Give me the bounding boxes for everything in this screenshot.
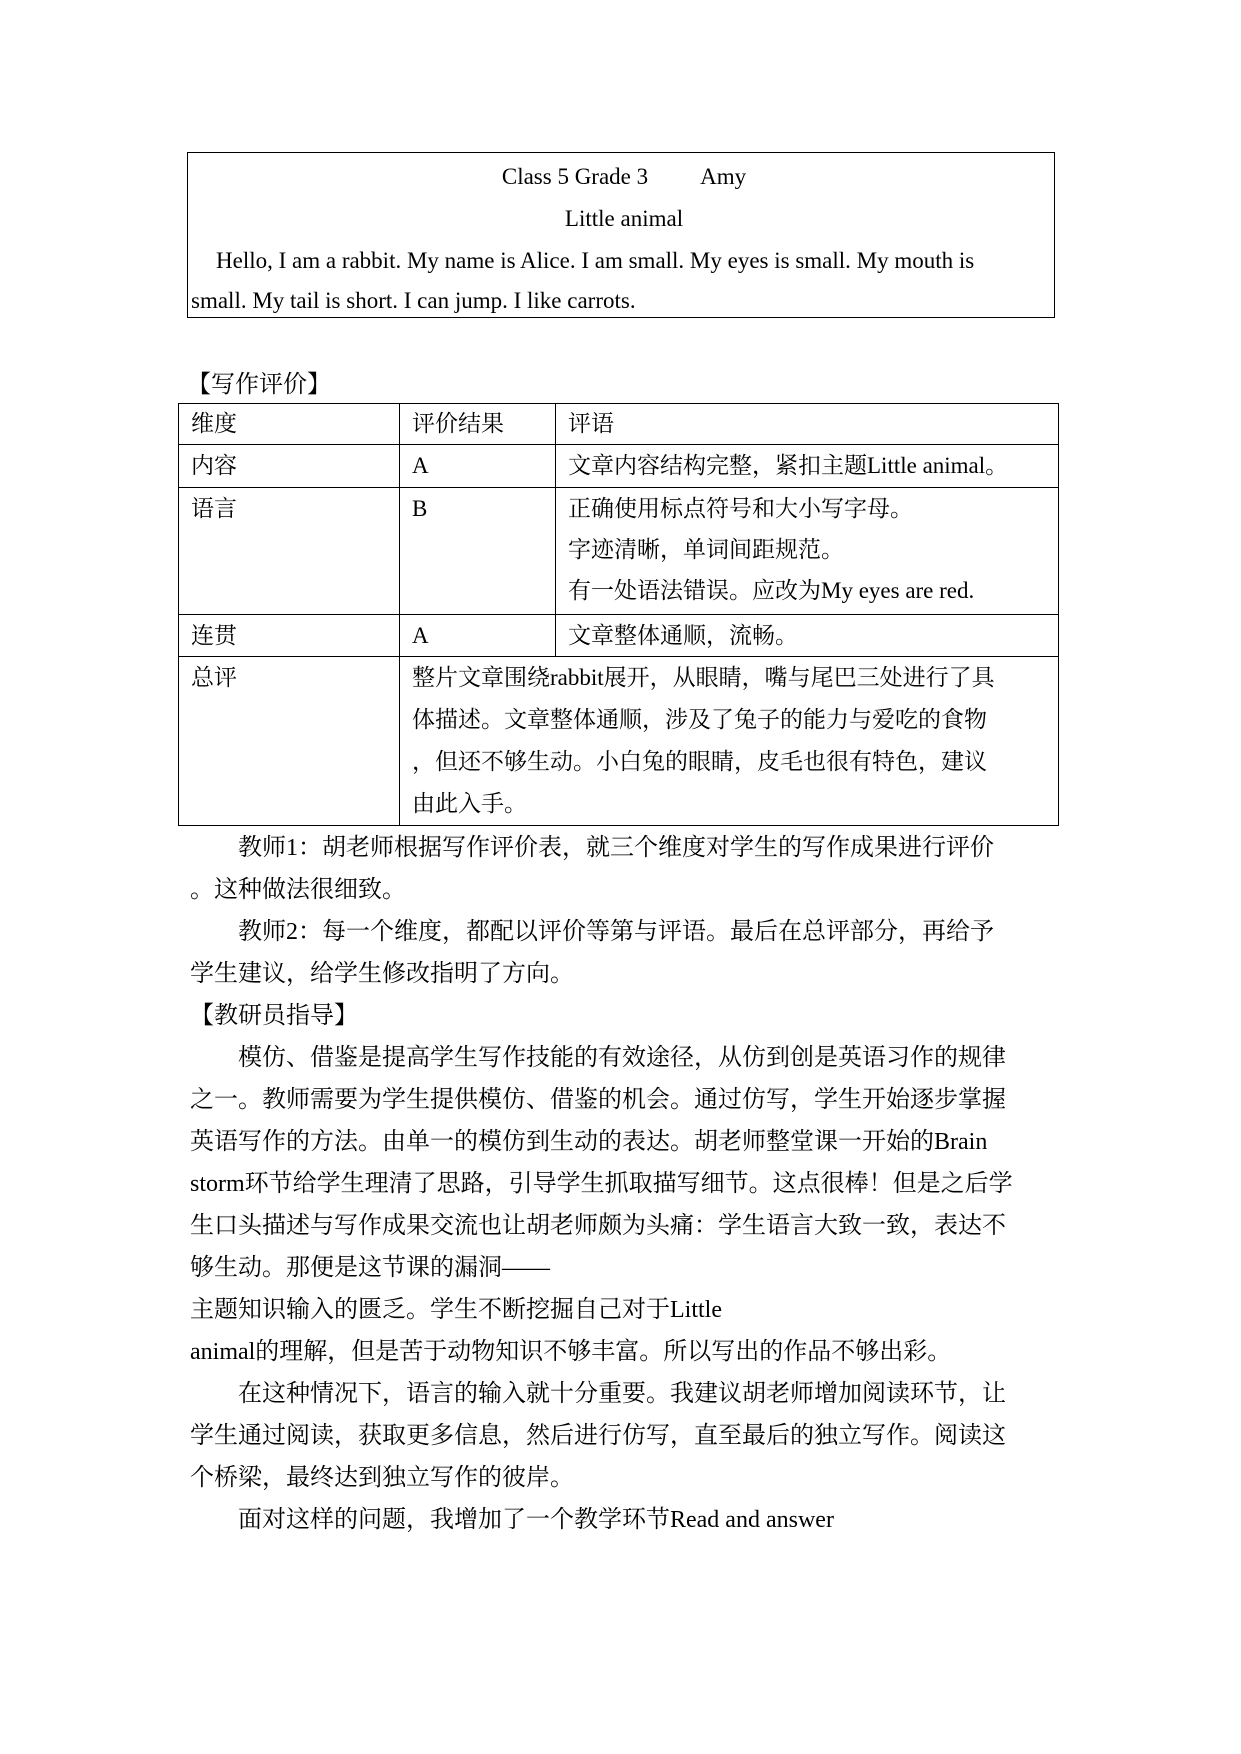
row-comment: 有一处语法错误。应改为My eyes are red.: [568, 578, 975, 603]
essay-class-line: [188, 163, 1054, 191]
guidance-line: 主题知识输入的匮乏。学生不断挖掘自己对于Little: [190, 1297, 722, 1323]
row-grade: A: [400, 615, 556, 657]
guidance-line: 在这种情况下，语言的输入就十分重要。我建议胡老师增加阅读环节，让: [238, 1381, 1006, 1407]
table-row: [179, 615, 1059, 657]
guidance-line: 面对这样的问题，我增加了一个教学环节Read and answer: [238, 1507, 834, 1533]
table-row: [179, 445, 1059, 488]
row-dimension: 内容: [179, 445, 400, 488]
essay-body-line: small. My tail is short. I can jump. I like carrots.: [191, 288, 636, 313]
teacher2-line: 学生建议，给学生修改指明了方向。: [190, 961, 574, 987]
table-row: [179, 488, 1059, 615]
guidance-line: 学生通过阅读，获取更多信息，然后进行仿写，直至最后的独立写作。阅读这: [190, 1423, 1006, 1449]
essay-title: Little animal: [564, 206, 684, 231]
essay-body-line: Hello, I am a rabbit. My name is Alice. I am small. My eyes is small. My mouth is: [216, 248, 975, 273]
guidance-line: 之一。教师需要为学生提供模仿、借鉴的机会。通过仿写，学生开始逐步掌握: [190, 1087, 1006, 1113]
essay-student-name: Amy: [700, 164, 747, 189]
header-grade: 评价结果: [400, 404, 556, 445]
summary-line: 整片文章围绕rabbit展开，从眼睛，嘴与尾巴三处进行了具: [412, 665, 995, 690]
guidance-line: 够生动。那便是这节课的漏洞——: [190, 1255, 550, 1281]
row-comments: [556, 488, 1059, 615]
teacher1-line: 。这种做法很细致。: [190, 877, 406, 903]
summary-line: ，但还不够生动。小白兔的眼睛，皮毛也很有特色，建议: [412, 749, 987, 774]
guidance-line: animal的理解，但是苦于动物知识不够丰富。所以写出的作品不够出彩。: [190, 1339, 952, 1365]
evaluation-table: [178, 403, 1059, 826]
row-dimension: 连贯: [179, 615, 400, 657]
guidance-line: storm环节给学生理清了思路，引导学生抓取描写细节。这点很棒！但是之后学: [190, 1171, 1013, 1197]
summary-label: 总评: [179, 657, 400, 826]
teacher2-line: 教师2：每一个维度，都配以评价等第与评语。最后在总评部分，再给予: [238, 919, 994, 945]
summary-text: [400, 657, 1059, 826]
student-essay-box: [187, 152, 1055, 318]
row-grade: A: [400, 445, 556, 488]
row-dimension: 语言: [179, 488, 400, 615]
row-comment: 正确使用标点符号和大小写字母。: [568, 496, 913, 521]
table-header-row: [179, 404, 1059, 445]
teacher1-line: 教师1：胡老师根据写作评价表，就三个维度对学生的写作成果进行评价: [238, 835, 994, 861]
summary-row: [179, 657, 1059, 826]
essay-class-label: Class 5 Grade 3: [501, 164, 649, 189]
summary-line: 体描述。文章整体通顺，涉及了兔子的能力与爱吃的食物: [412, 707, 987, 732]
guidance-line: 英语写作的方法。由单一的模仿到生动的表达。胡老师整堂课一开始的Brain: [190, 1129, 988, 1155]
summary-line: 由此入手。: [412, 791, 527, 816]
row-grade: B: [400, 488, 556, 615]
guidance-heading: 【教研员指导】: [190, 1003, 358, 1029]
row-comment: 字迹清晰，单词间距规范。: [568, 537, 844, 562]
guidance-line: 个桥梁，最终达到独立写作的彼岸。: [190, 1465, 574, 1491]
header-dimension: 维度: [179, 404, 400, 445]
row-comment: 文章内容结构完整，紧扣主题Little animal。: [556, 445, 1059, 488]
evaluation-heading: 【写作评价】: [187, 372, 331, 398]
guidance-line: 模仿、借鉴是提高学生写作技能的有效途径，从仿到创是英语习作的规律: [238, 1045, 1006, 1071]
row-comment: 文章整体通顺，流畅。: [556, 615, 1059, 657]
header-comments: 评语: [556, 404, 1059, 445]
guidance-line: 生口头描述与写作成果交流也让胡老师颇为头痛：学生语言大致一致，表达不: [190, 1213, 1006, 1239]
